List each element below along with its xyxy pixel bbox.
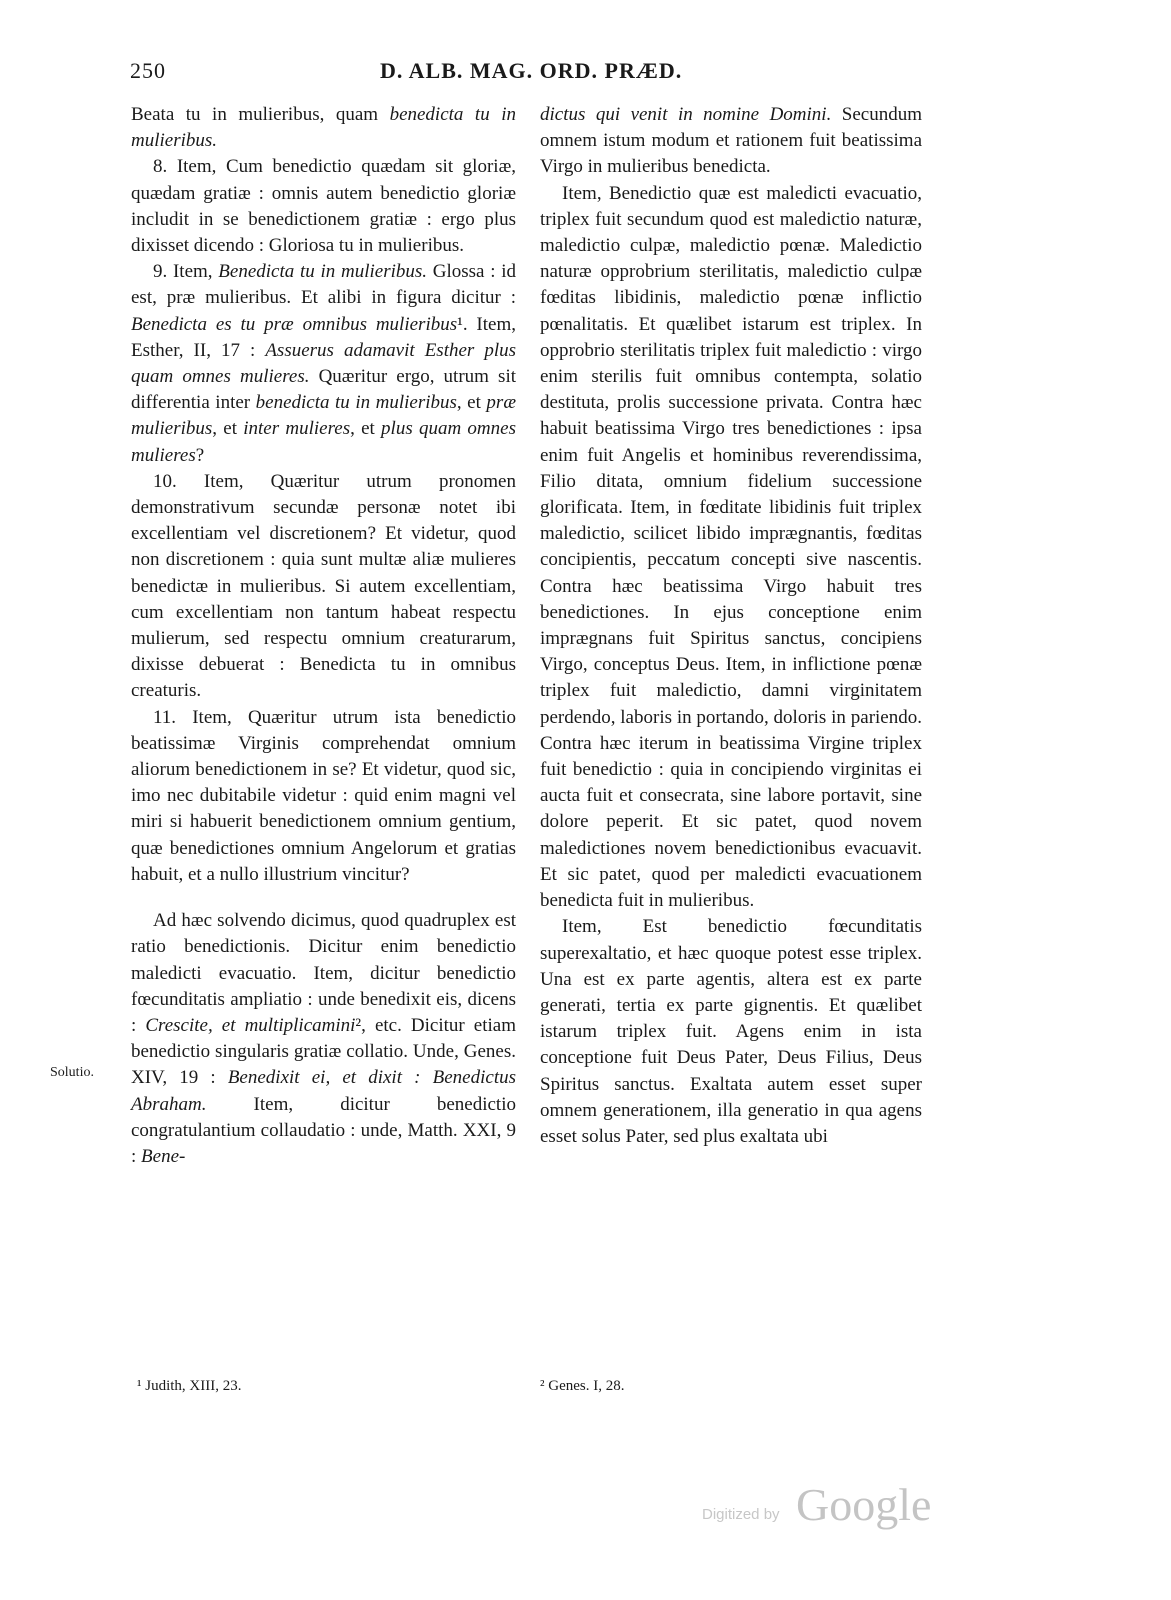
paragraph-maledictio: Item, Benedictio quæ est maledicti evacuatio, triplex fuit secundum quod est maledictio naturæ, maledictio culpæ, maledictio pœnæ. Maledictio naturæ opprobrium sterilitatis, maledictio culpæ fœditas libidinis, maledictio pœnæ inflictio pœnalitatis. Et quælibet istarum est triplex. In opprobrio sterilitatis triplex fuit maledictio : virgo enim sterilis fuit omnibus contempta, solatio destituta, prolis successione privata. Contra hæc habuit beatissima Virgo tres benedictiones : ipsa enim fuit Angelis et hominibus reverendissima, Filio ditata, omnium fidelium successione glorificata. Item, in fœditate libidinis fuit triplex maledictio, scilicet libido imprægnantis, fœditas concipientis, peccatum concepti sive nascentis. Contra hæc beatissima Virgo habuit tres benedictiones. In ejus conceptione enim imprægnans fuit Spiritus sanctus, concipiens Virgo, conceptus Deus. Item, in inflictione pœnæ triplex fuit maledictio, damni virginitatem perdendo, laboris in portando, doloris in pariendo. Contra hæc iterum in beatissima Virgine triplex fuit benedictio : quia in concipiendo virginitas ei aucta fuit et consecrata, sine labore portavit, sine dolore peperit. Et sic patet, quod novem maledictiones novem benedictionibus evacuavit. Et sic patet, quod per maledicti evacuationem benedicta fuit in mulieribus. (540, 182, 922, 912)
text-run: ¹. Item, Esther, II, 17 : (131, 313, 517, 361)
margin-note-solutio: Solutio. (50, 1065, 94, 1080)
text-run: Beata tu in mulieribus, quam (131, 104, 390, 125)
text-run: ², etc. Dicitur etiam benedictio singularis gratiæ collatio. Unde, Genes. XIV, 19 : (131, 1014, 517, 1089)
page-number: 250 (130, 58, 166, 83)
italic-quote: Benedicta tu in mulieribus. (218, 261, 428, 283)
italic-quote: Benedixit ei, et dixit : Benedictus Abraham. (131, 1067, 516, 1115)
italic-quote: benedicta tu in mulieribus. (131, 104, 516, 152)
paragraph-9 (131, 259, 516, 469)
italic-quote: Bene- (141, 1145, 186, 1167)
text-run: 9. Item, (153, 261, 219, 283)
digitized-by-google-watermark (702, 1478, 942, 1540)
paragraph-solutio (131, 908, 516, 1170)
paragraph-11: 11. Item, Quæritur utrum ista benedictio beatissimæ Virginis comprehendat omnium aliorum benedictionem in se? Et videtur, quod sic, imo nec dubitabile videtur : quid enim magni vel miri si habuerit benedictionem omnium gentium, quæ benedictiones omnium Angelorum et gratias habuit, et a nullo illustrium vincitur? (131, 706, 516, 885)
italic-quote: Crescite, et multiplicamini (145, 1014, 356, 1036)
italic-quote: Assuerus adamavit Esther plus quam omnes mulieres. (131, 339, 516, 388)
text-run: Item, dicitur benedictio congratulantium collaudatio : unde, Matth. XXI, 9 : (131, 1093, 516, 1167)
digitized-label: Digitized by (702, 1506, 780, 1523)
footnote-1: ¹ Judith, XIII, 23. (137, 1378, 242, 1394)
paragraph-continuation (131, 102, 516, 154)
paragraph-10: 10. Item, Quæritur utrum pronomen demonstrativum secundæ personæ notet ibi excellentiam vel discretionem? Et videtur, quod non discretionem : quia sunt multæ aliæ mulieres benedictæ in mulieribus. Si autem excellentiam, cum excellentiam non tantum habeat respectu mulierum, sed respectu omnium creaturarum, dixisse debuerat : Benedicta tu in omnibus creaturis. (131, 470, 516, 702)
italic-quote: Benedicta es tu præ omnibus mulieribus (131, 313, 458, 335)
italic-quote: benedicta tu in mulieribus (255, 392, 457, 414)
paragraph-continuation-right (540, 102, 922, 181)
text-run: , et (456, 392, 487, 414)
text-run: , et (212, 418, 244, 440)
text-run: Ad hæc solvendo dicimus, quod quadruplex est ratio benedictionis. Dicitur enim benedictio maledicti evacuatio. Item, dicitur benedictio fœcunditatis ampliatio : unde benedixit eis, dicens : (131, 910, 516, 1036)
google-logo: Google (796, 1479, 932, 1530)
running-title: D. ALB. MAG. ORD. PRÆD. (380, 58, 683, 83)
paragraph-8: 8. Item, Cum benedictio quædam sit gloriæ, quædam gratiæ : omnis autem benedictio gloriæ includit in se benedictionem gratiæ : ergo plus dixisset dicendo : Gloriosa tu in mulieribus. (131, 156, 516, 257)
text-run: Quæritur ergo, utrum sit differentia inter (131, 366, 517, 414)
text-run: , et (350, 418, 382, 440)
paragraph-foecunditas: Item, Est benedictio fœcunditatis superexaltatio, et hæc quoque potest esse triplex. Una est ex parte agentis, altera est ex parte generati, tertia ex parte gignentis. Et quælibet istarum triplex fuit. Agens enim in ista conceptione fuit Deus Pater, Deus Filius, Deus Spiritus sanctus. Exaltata autem esset super omnem generationem, illa generatio in qua agens esset solus Pater, sed plus exaltata ubi (540, 916, 922, 1147)
italic-quote: dictus qui venit in nomine Domini. (540, 104, 832, 125)
text-run: Secundum omnem istum modum et rationem fuit beatissima Virgo in mulieribus benedicta. (540, 104, 922, 178)
text-run: ? (195, 444, 205, 466)
footnote-2: ² Genes. I, 28. (540, 1378, 625, 1394)
running-header (130, 58, 950, 92)
italic-quote: plus quam omnes mulieres (131, 418, 516, 466)
italic-quote: inter mulieres (243, 418, 351, 440)
italic-quote: præ mulieribus (131, 392, 516, 440)
right-column (540, 102, 922, 1150)
text-run: Glossa : id est, præ mulieribus. Et alibi in figura dicitur : (131, 261, 516, 309)
left-column (131, 102, 516, 1170)
